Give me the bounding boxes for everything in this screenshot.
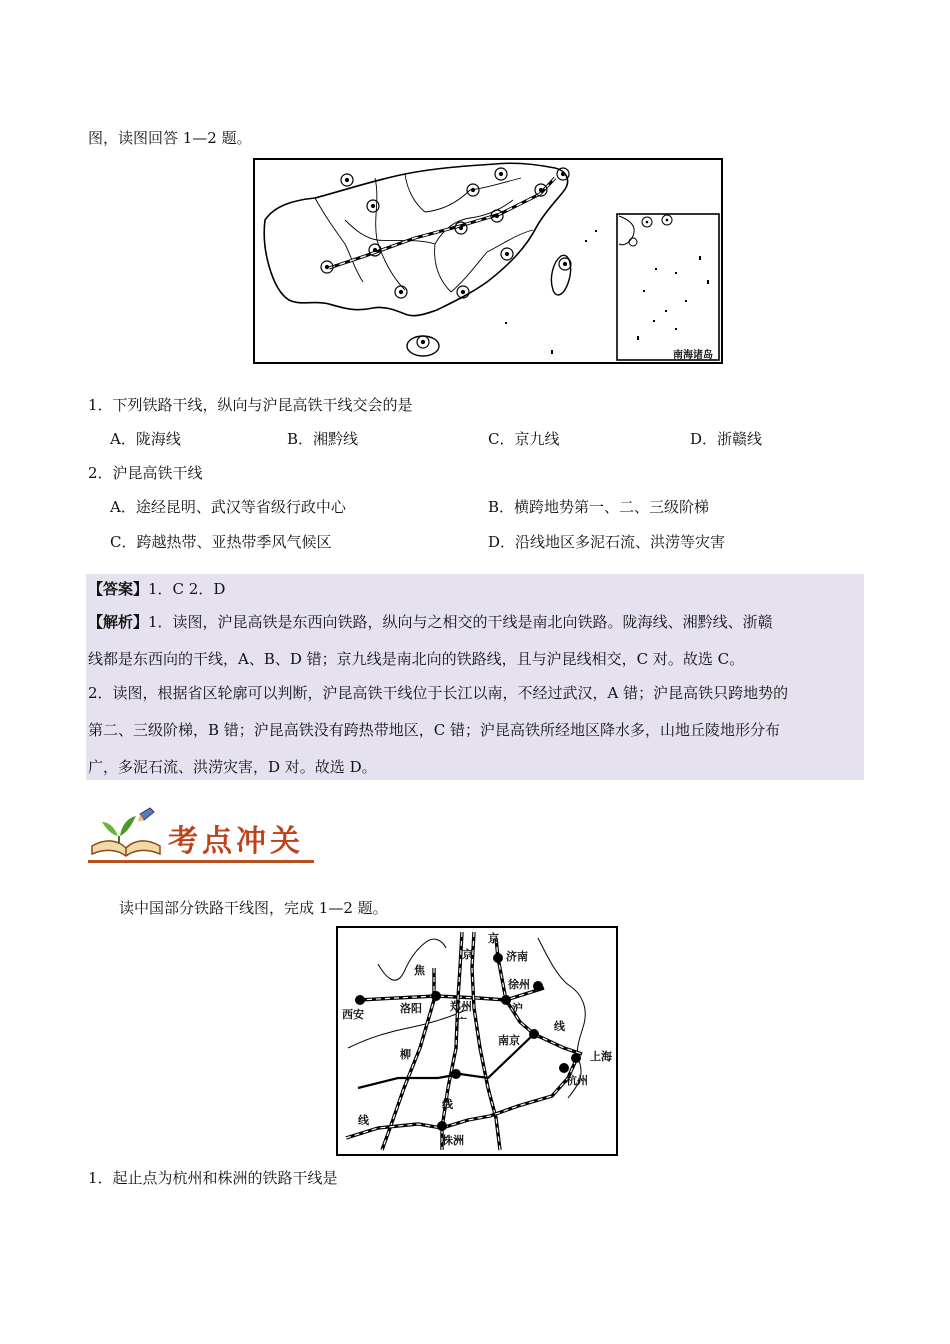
label-guang: 广 (456, 1016, 467, 1029)
analysis-line-4: 第二、三级阶梯，B 错；沪昆高铁没有跨热带地区，C 错；沪昆高铁所经地区降水多，山地丘陵地形分布 (88, 721, 781, 739)
label-jiao: 焦 (414, 964, 425, 977)
analysis-line-3: 2．读图，根据省区轮廓可以判断，沪昆高铁干线位于长江以南，不经过武汉，A 错；沪昆高铁只跨地势的 (88, 684, 789, 702)
label-zhuzhou: 株洲 (442, 1134, 464, 1147)
label-luoyang: 洛阳 (400, 1002, 422, 1015)
hukun-railway (329, 178, 555, 268)
section-banner (88, 806, 318, 866)
q2-option-c: C．跨越热带、亚热带季风气候区 (110, 533, 332, 551)
section2-intro: 读中国部分铁路干线图，完成 1—2 题。 (119, 899, 388, 917)
answer-line (88, 579, 225, 599)
label-zhengzhou: 郑州 (450, 1000, 472, 1013)
label-hu: 沪 (512, 1002, 523, 1015)
hainan-island (407, 336, 439, 356)
q2-option-d: D．沿线地区多泥石流、洪涝等灾害 (488, 533, 726, 551)
q1-option-c: C．京九线 (488, 430, 560, 448)
railway-map-svg (338, 928, 616, 1154)
analysis-text-1: 1．读图，沪昆高铁是东西向铁路，纵向与之相交的干线是南北向铁路。陇海线、湘黔线、浙赣 (148, 613, 773, 631)
intro-line: 图，读图回答 1—2 题。 (88, 129, 252, 147)
q2-option-b: B．横跨地势第一、二、三级阶梯 (488, 498, 710, 516)
city-markers (355, 953, 581, 1131)
banner-underline (88, 860, 314, 863)
label-jinan: 济南 (506, 950, 528, 963)
label-xuzhou: 徐州 (508, 978, 530, 991)
analysis-line-2: 线都是东西向的干线，A、B、D 错；京九线是南北向的铁路线，且与沪昆线相交，C 对。故选 C。 (88, 650, 745, 668)
analysis-line-1 (88, 612, 773, 632)
label-xian-line1: 线 (554, 1020, 565, 1033)
taiwan-island (551, 255, 570, 295)
label-xian-line3: 线 (358, 1114, 369, 1127)
label-nanjing: 南京 (498, 1034, 520, 1047)
label-jing2: 京 (462, 948, 473, 961)
analysis-line-5: 广，多泥石流、洪涝灾害，D 对。故选 D。 (88, 758, 377, 776)
answer-box (86, 574, 864, 780)
label-hangzhou: 杭州 (566, 1074, 588, 1087)
q1-stem: 1．下列铁路干线，纵向与沪昆高铁干线交会的是 (88, 396, 413, 414)
q1-option-d: D．浙赣线 (690, 430, 763, 448)
analysis-label: 【解析】 (88, 613, 149, 631)
book-icon (88, 806, 164, 860)
label-shanghai: 上海 (590, 1050, 612, 1063)
scattered-islands (505, 230, 597, 354)
answer-label: 【答案】 (88, 580, 149, 598)
q1-option-b: B．湘黔线 (287, 430, 359, 448)
label-jing1: 京 (488, 932, 499, 945)
map-south-china-svg (255, 160, 721, 362)
inset-label: 南海诸岛 (673, 350, 713, 361)
section2-q1-stem: 1．起止点为杭州和株洲的铁路干线是 (88, 1169, 338, 1187)
map-railways (336, 926, 618, 1156)
q2-option-a: A．途经昆明、武汉等省级行政中心 (110, 498, 346, 516)
label-liu: 柳 (400, 1048, 411, 1061)
map-china-south (253, 158, 723, 364)
answer-text: 1．C 2．D (148, 580, 226, 598)
q2-stem: 2．沪昆高铁干线 (88, 464, 203, 482)
south-sea-inset (617, 214, 719, 360)
banner-title: 考点冲关 (168, 824, 304, 859)
label-xian-line2: 线 (442, 1098, 453, 1111)
q1-option-a: A．陇海线 (110, 430, 181, 448)
label-xian: 西安 (342, 1008, 364, 1021)
